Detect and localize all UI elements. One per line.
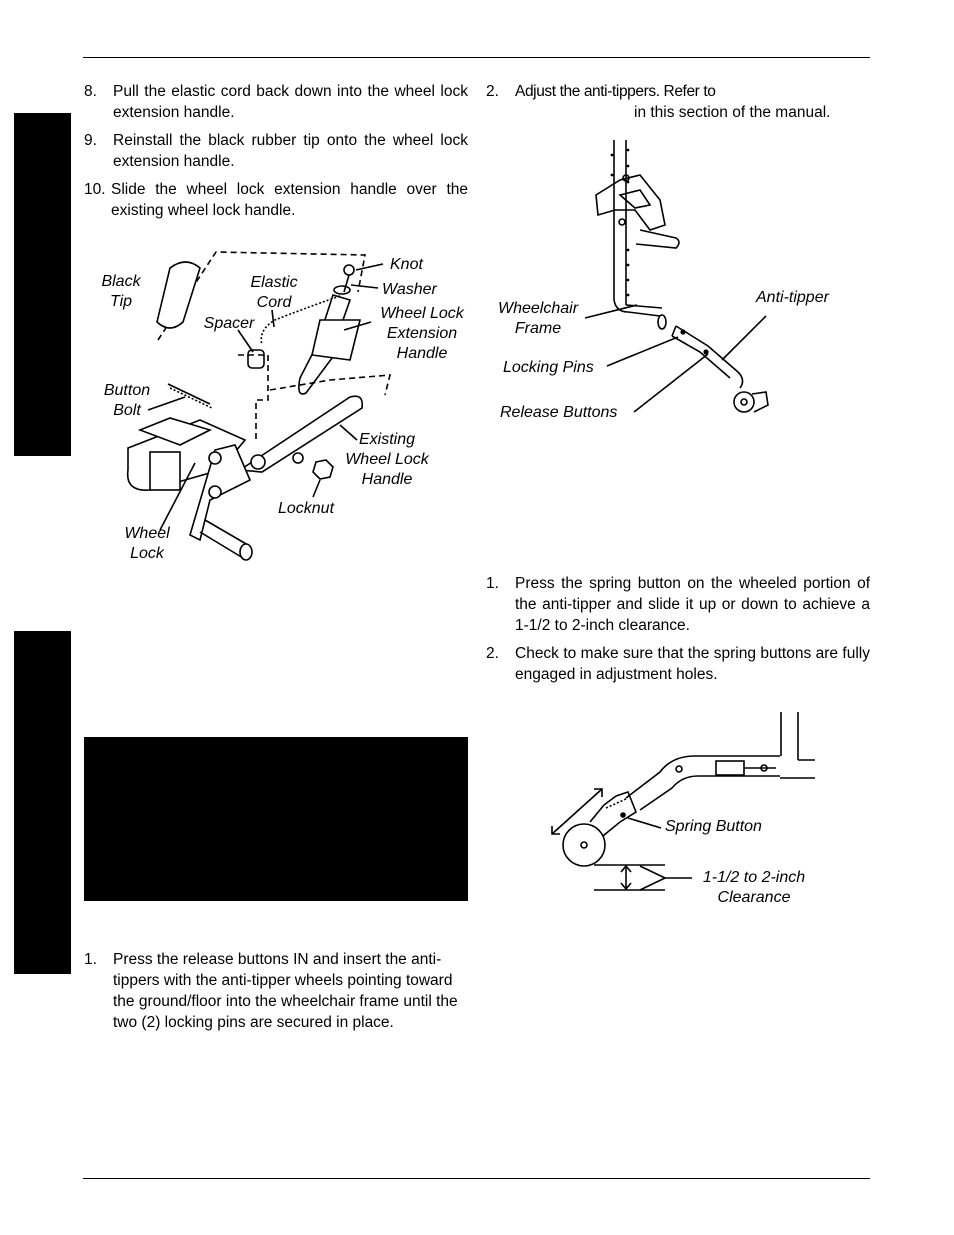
label-anti-tipper: Anti-tipper	[756, 289, 829, 306]
label-spring-button: Spring Button	[665, 818, 762, 835]
step-adjust-anti-tippers: 2. Adjust the anti-tippers. Refer to in this section of the manual.	[486, 83, 831, 121]
label-spacer: Spacer	[203, 315, 255, 332]
label-wheel-lock: Wheel Lock	[124, 525, 170, 562]
label-black-tip: Black Tip	[101, 273, 141, 310]
label-clearance: 1-1/2 to 2-inch Clearance	[702, 869, 806, 906]
label-washer: Washer	[382, 281, 437, 298]
label-locknut: Locknut	[277, 500, 335, 517]
label-knot: Knot	[390, 256, 423, 273]
label-existing-handle: Existing Wheel Lock Handle	[345, 431, 429, 488]
label-release-buttons: Release Buttons	[500, 404, 618, 421]
label-extension-handle: Wheel Lock Extension Handle	[380, 305, 464, 362]
label-locking-pins: Locking Pins	[503, 359, 594, 376]
step-check-spring-buttons: 2. Check to make sure that the spring buttons are fully engaged in adjustment holes.	[486, 645, 870, 683]
step-insert-anti-tippers: 1. Press the release buttons IN and insert the anti-tippers with the anti-tipper wheels pointing toward the ground/floor into the wheelchair frame until the two (2) locking pins are secured in place.	[84, 951, 458, 1031]
step-9: 9. Reinstall the black rubber tip onto the wheel lock extension handle.	[84, 132, 468, 170]
step-8: 8. Pull the elastic cord back down into the wheel lock extension handle.	[84, 83, 468, 121]
step-10: 10. Slide the wheel lock extension handle over the existing wheel lock handle.	[84, 181, 468, 219]
label-elastic-cord: Elastic Cord	[250, 274, 298, 311]
label-button-bolt: Button Bolt	[103, 382, 151, 419]
label-wheelchair-frame: Wheelchair Frame	[497, 300, 579, 337]
step-press-spring-button: 1. Press the spring button on the wheeled portion of the anti-tipper and slide it up or down to achieve a 1-1/2 to 2-inch clearance.	[486, 575, 870, 634]
